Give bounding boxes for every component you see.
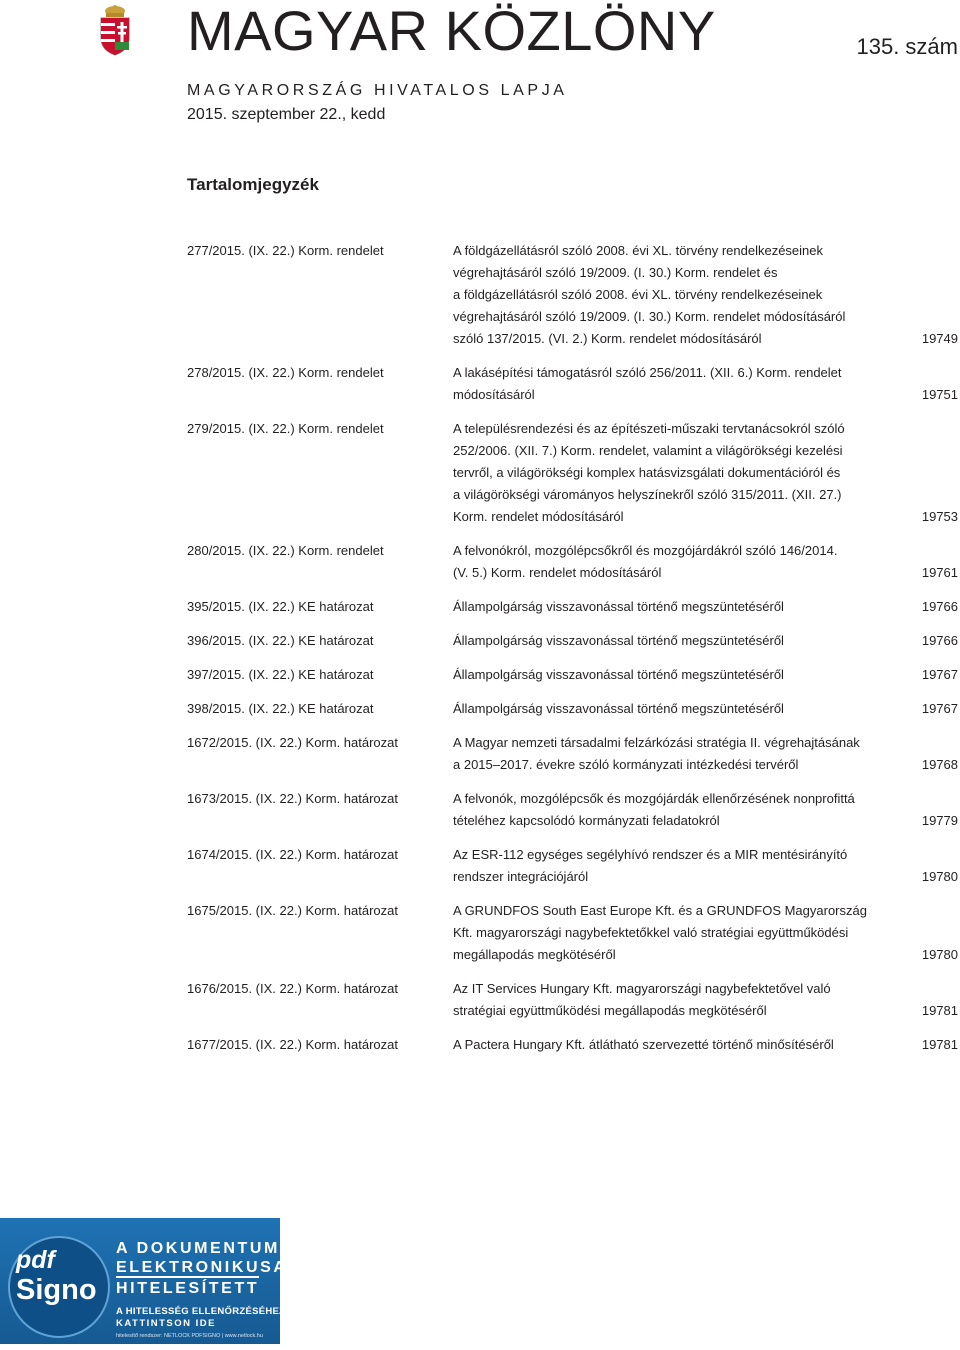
toc-entry-description-line: Az ESR-112 egységes segélyhívó rendszer és a MIR mentésirányító bbox=[453, 847, 848, 862]
toc-entry-page-number: 19749 bbox=[921, 331, 958, 346]
badge-line-1: A DOKUMENTUM bbox=[116, 1240, 280, 1257]
toc-entry-description-line: a 2015–2017. évekre szóló kormányzati intézkedési tervéről bbox=[453, 757, 799, 772]
toc-entry-reference: 1676/2015. (IX. 22.) Korm. határozat bbox=[187, 981, 399, 996]
toc-entry-description-line: Korm. rendelet módosításáról bbox=[453, 509, 624, 524]
toc-entry-description-line: 252/2006. (XII. 7.) Korm. rendelet, valamint a világörökségi kezelési bbox=[453, 443, 843, 458]
toc-entry-description bbox=[453, 362, 863, 406]
toc-entry-description-line: A Pactera Hungary Kft. átlátható szervezetté történő minősítéséről bbox=[453, 1037, 834, 1052]
toc-entry-description bbox=[453, 788, 863, 832]
toc-entry-description bbox=[453, 630, 863, 652]
toc-entry[interactable] bbox=[187, 418, 958, 528]
toc-entry-description bbox=[453, 978, 863, 1022]
toc-entry-description-line: Állampolgárság visszavonással történő megszüntetéséről bbox=[453, 633, 784, 648]
toc-entry[interactable] bbox=[187, 788, 958, 832]
toc-entry-reference: 279/2015. (IX. 22.) Korm. rendelet bbox=[187, 421, 384, 436]
badge-verify-text: A HITELESSÉG ELLENŐRZÉSÉHEZ bbox=[116, 1306, 286, 1317]
toc-entry-description-line: tervről, a világörökségi komplex hatásvizsgálati dokumentációról és bbox=[453, 465, 841, 480]
toc-entry-reference: 1673/2015. (IX. 22.) Korm. határozat bbox=[187, 791, 399, 806]
toc-entry-description bbox=[453, 540, 863, 584]
toc-entry[interactable] bbox=[187, 732, 958, 776]
toc-entry-description-line: A felvonókról, mozgólépcsőkről és mozgójárdákról szóló 146/2014. bbox=[453, 543, 838, 558]
toc-entry[interactable] bbox=[187, 664, 958, 686]
toc-entry-reference: 278/2015. (IX. 22.) Korm. rendelet bbox=[187, 365, 384, 380]
toc-entry[interactable] bbox=[187, 630, 958, 652]
badge-footer-text: hitelesítő rendszer: NETLOCK PDFSIGNO | www.netlock.hu bbox=[116, 1333, 263, 1339]
toc-entry-description-line: A felvonók, mozgólépcsők és mozgójárdák ellenőrzésének nonprofittá bbox=[453, 791, 855, 806]
toc-entry-description bbox=[453, 844, 863, 888]
toc-entry-description-line: stratégiai együttműködési megállapodás megkötéséről bbox=[453, 1003, 767, 1018]
toc-entry-description bbox=[453, 698, 863, 720]
toc-entry[interactable] bbox=[187, 978, 958, 1022]
toc-entry-description-line: A Magyar nemzeti társadalmi felzárkózási stratégia II. végrehajtásának bbox=[453, 735, 860, 750]
toc-entry-description-line: Állampolgárság visszavonással történő megszüntetéséről bbox=[453, 667, 784, 682]
toc-entry-description bbox=[453, 900, 867, 966]
toc-entry-description-line: rendszer integrációjáról bbox=[453, 869, 589, 884]
toc-entry-reference: 1677/2015. (IX. 22.) Korm. határozat bbox=[187, 1037, 399, 1052]
toc-entry[interactable] bbox=[187, 540, 958, 584]
toc-entry-page-number: 19753 bbox=[921, 509, 958, 524]
toc-entry[interactable] bbox=[187, 240, 958, 350]
toc-entry-description-line: tételéhez kapcsolódó kormányzati feladatokról bbox=[453, 813, 720, 828]
toc-entry-description-line: szóló 137/2015. (VI. 2.) Korm. rendelet módosításáról bbox=[453, 331, 762, 346]
toc-entry-page-number: 19779 bbox=[921, 813, 958, 828]
toc-entry-description-line: végrehajtásáról szóló 19/2009. (I. 30.) Korm. rendelet módosításáról bbox=[453, 309, 846, 324]
toc-entry-reference: 1674/2015. (IX. 22.) Korm. határozat bbox=[187, 847, 399, 862]
toc-entry-page-number: 19780 bbox=[921, 947, 958, 962]
toc-entry-page-number: 19766 bbox=[921, 599, 958, 614]
toc-entry[interactable] bbox=[187, 362, 958, 406]
toc-entry-description-line: A településrendezési és az építészeti-műszaki tervtanácsokról szóló bbox=[453, 421, 845, 436]
toc-entry-description-line: (V. 5.) Korm. rendelet módosításáról bbox=[453, 565, 662, 580]
badge-line-2: ELEKTRONIKUSAN bbox=[116, 1259, 302, 1276]
coat-of-arms-icon bbox=[98, 4, 132, 56]
toc-heading: Tartalomjegyzék bbox=[187, 175, 319, 194]
toc-entry-description-line: Az IT Services Hungary Kft. magyarországi nagybefektetővel való bbox=[453, 981, 831, 996]
pdfsigno-logo-text-top: pdf bbox=[16, 1246, 55, 1274]
toc-entry-reference: 397/2015. (IX. 22.) KE határozat bbox=[187, 667, 374, 682]
toc-entry-reference: 1672/2015. (IX. 22.) Korm. határozat bbox=[187, 735, 399, 750]
toc-entry-description bbox=[453, 596, 863, 618]
toc-entry[interactable] bbox=[187, 900, 958, 966]
toc-entry-page-number: 19781 bbox=[921, 1003, 958, 1018]
toc-entry-description-line: a földgázellátásról szóló 2008. évi XL. törvény rendelkezéseinek bbox=[453, 287, 823, 302]
toc-entry-reference: 398/2015. (IX. 22.) KE határozat bbox=[187, 701, 374, 716]
toc-entry-reference: 396/2015. (IX. 22.) KE határozat bbox=[187, 633, 374, 648]
toc-entry-reference: 277/2015. (IX. 22.) Korm. rendelet bbox=[187, 243, 384, 258]
publication-date: 2015. szeptember 22., kedd bbox=[187, 106, 386, 123]
issue-number: 135. szám bbox=[856, 34, 958, 59]
toc-entry-description-line: a világörökségi várományos helyszínekről szóló 315/2011. (XII. 27.) bbox=[453, 487, 842, 502]
toc-entry-page-number: 19766 bbox=[921, 633, 958, 648]
toc-entry-description-line: megállapodás megkötéséről bbox=[453, 947, 616, 962]
toc-entry-description-line: Állampolgárság visszavonással történő megszüntetéséről bbox=[453, 701, 784, 716]
toc-entry-page-number: 19751 bbox=[921, 387, 958, 402]
toc-entry-page-number: 19780 bbox=[921, 869, 958, 884]
toc-entry-page-number: 19781 bbox=[921, 1037, 958, 1052]
toc-entry-description bbox=[453, 732, 863, 776]
toc-entry-reference: 280/2015. (IX. 22.) Korm. rendelet bbox=[187, 543, 384, 558]
toc-entry[interactable] bbox=[187, 1034, 958, 1056]
badge-click-here-link[interactable]: KATTINTSON IDE bbox=[116, 1318, 216, 1329]
toc-entry[interactable] bbox=[187, 596, 958, 618]
toc-entry-description bbox=[453, 240, 863, 350]
toc-entry-page-number: 19767 bbox=[921, 701, 958, 716]
table-of-contents bbox=[187, 240, 958, 1056]
toc-entry-reference: 1675/2015. (IX. 22.) Korm. határozat bbox=[187, 903, 399, 918]
pdfsigno-authentication-badge[interactable] bbox=[0, 1218, 302, 1344]
toc-entry-description-line: A lakásépítési támogatásról szóló 256/2011. (XII. 6.) Korm. rendelet bbox=[453, 365, 842, 380]
toc-entry-description bbox=[453, 418, 863, 528]
toc-entry[interactable] bbox=[187, 698, 958, 720]
publication-title: MAGYAR KÖZLÖNY bbox=[187, 0, 716, 62]
toc-entry-description bbox=[453, 664, 863, 686]
badge-line-3: HITELESÍTETT bbox=[116, 1276, 259, 1298]
toc-entry-description-line: Állampolgárság visszavonással történő megszüntetéséről bbox=[453, 599, 784, 614]
toc-entry-reference: 395/2015. (IX. 22.) KE határozat bbox=[187, 599, 374, 614]
toc-entry[interactable] bbox=[187, 844, 958, 888]
toc-entry-page-number: 19768 bbox=[921, 757, 958, 772]
toc-entry-description-line: módosításáról bbox=[453, 387, 535, 402]
toc-entry-description-line: Kft. magyarországi nagybefektetőkkel való stratégiai együttműködési bbox=[453, 925, 849, 940]
toc-entry-description-line: A földgázellátásról szóló 2008. évi XL. törvény rendelkezéseinek bbox=[453, 243, 823, 258]
toc-entry-description bbox=[453, 1034, 863, 1056]
toc-entry-description-line: végrehajtásáról szóló 19/2009. (I. 30.) Korm. rendelet és bbox=[453, 265, 778, 280]
toc-entry-page-number: 19767 bbox=[921, 667, 958, 682]
publication-subtitle: MAGYARORSZÁG HIVATALOS LAPJA bbox=[187, 82, 568, 99]
pdfsigno-logo-text-bottom: Signo bbox=[16, 1274, 97, 1306]
toc-entry-page-number: 19761 bbox=[921, 565, 958, 580]
toc-entry-description-line: A GRUNDFOS South East Europe Kft. és a GRUNDFOS Magyarország bbox=[453, 903, 867, 918]
